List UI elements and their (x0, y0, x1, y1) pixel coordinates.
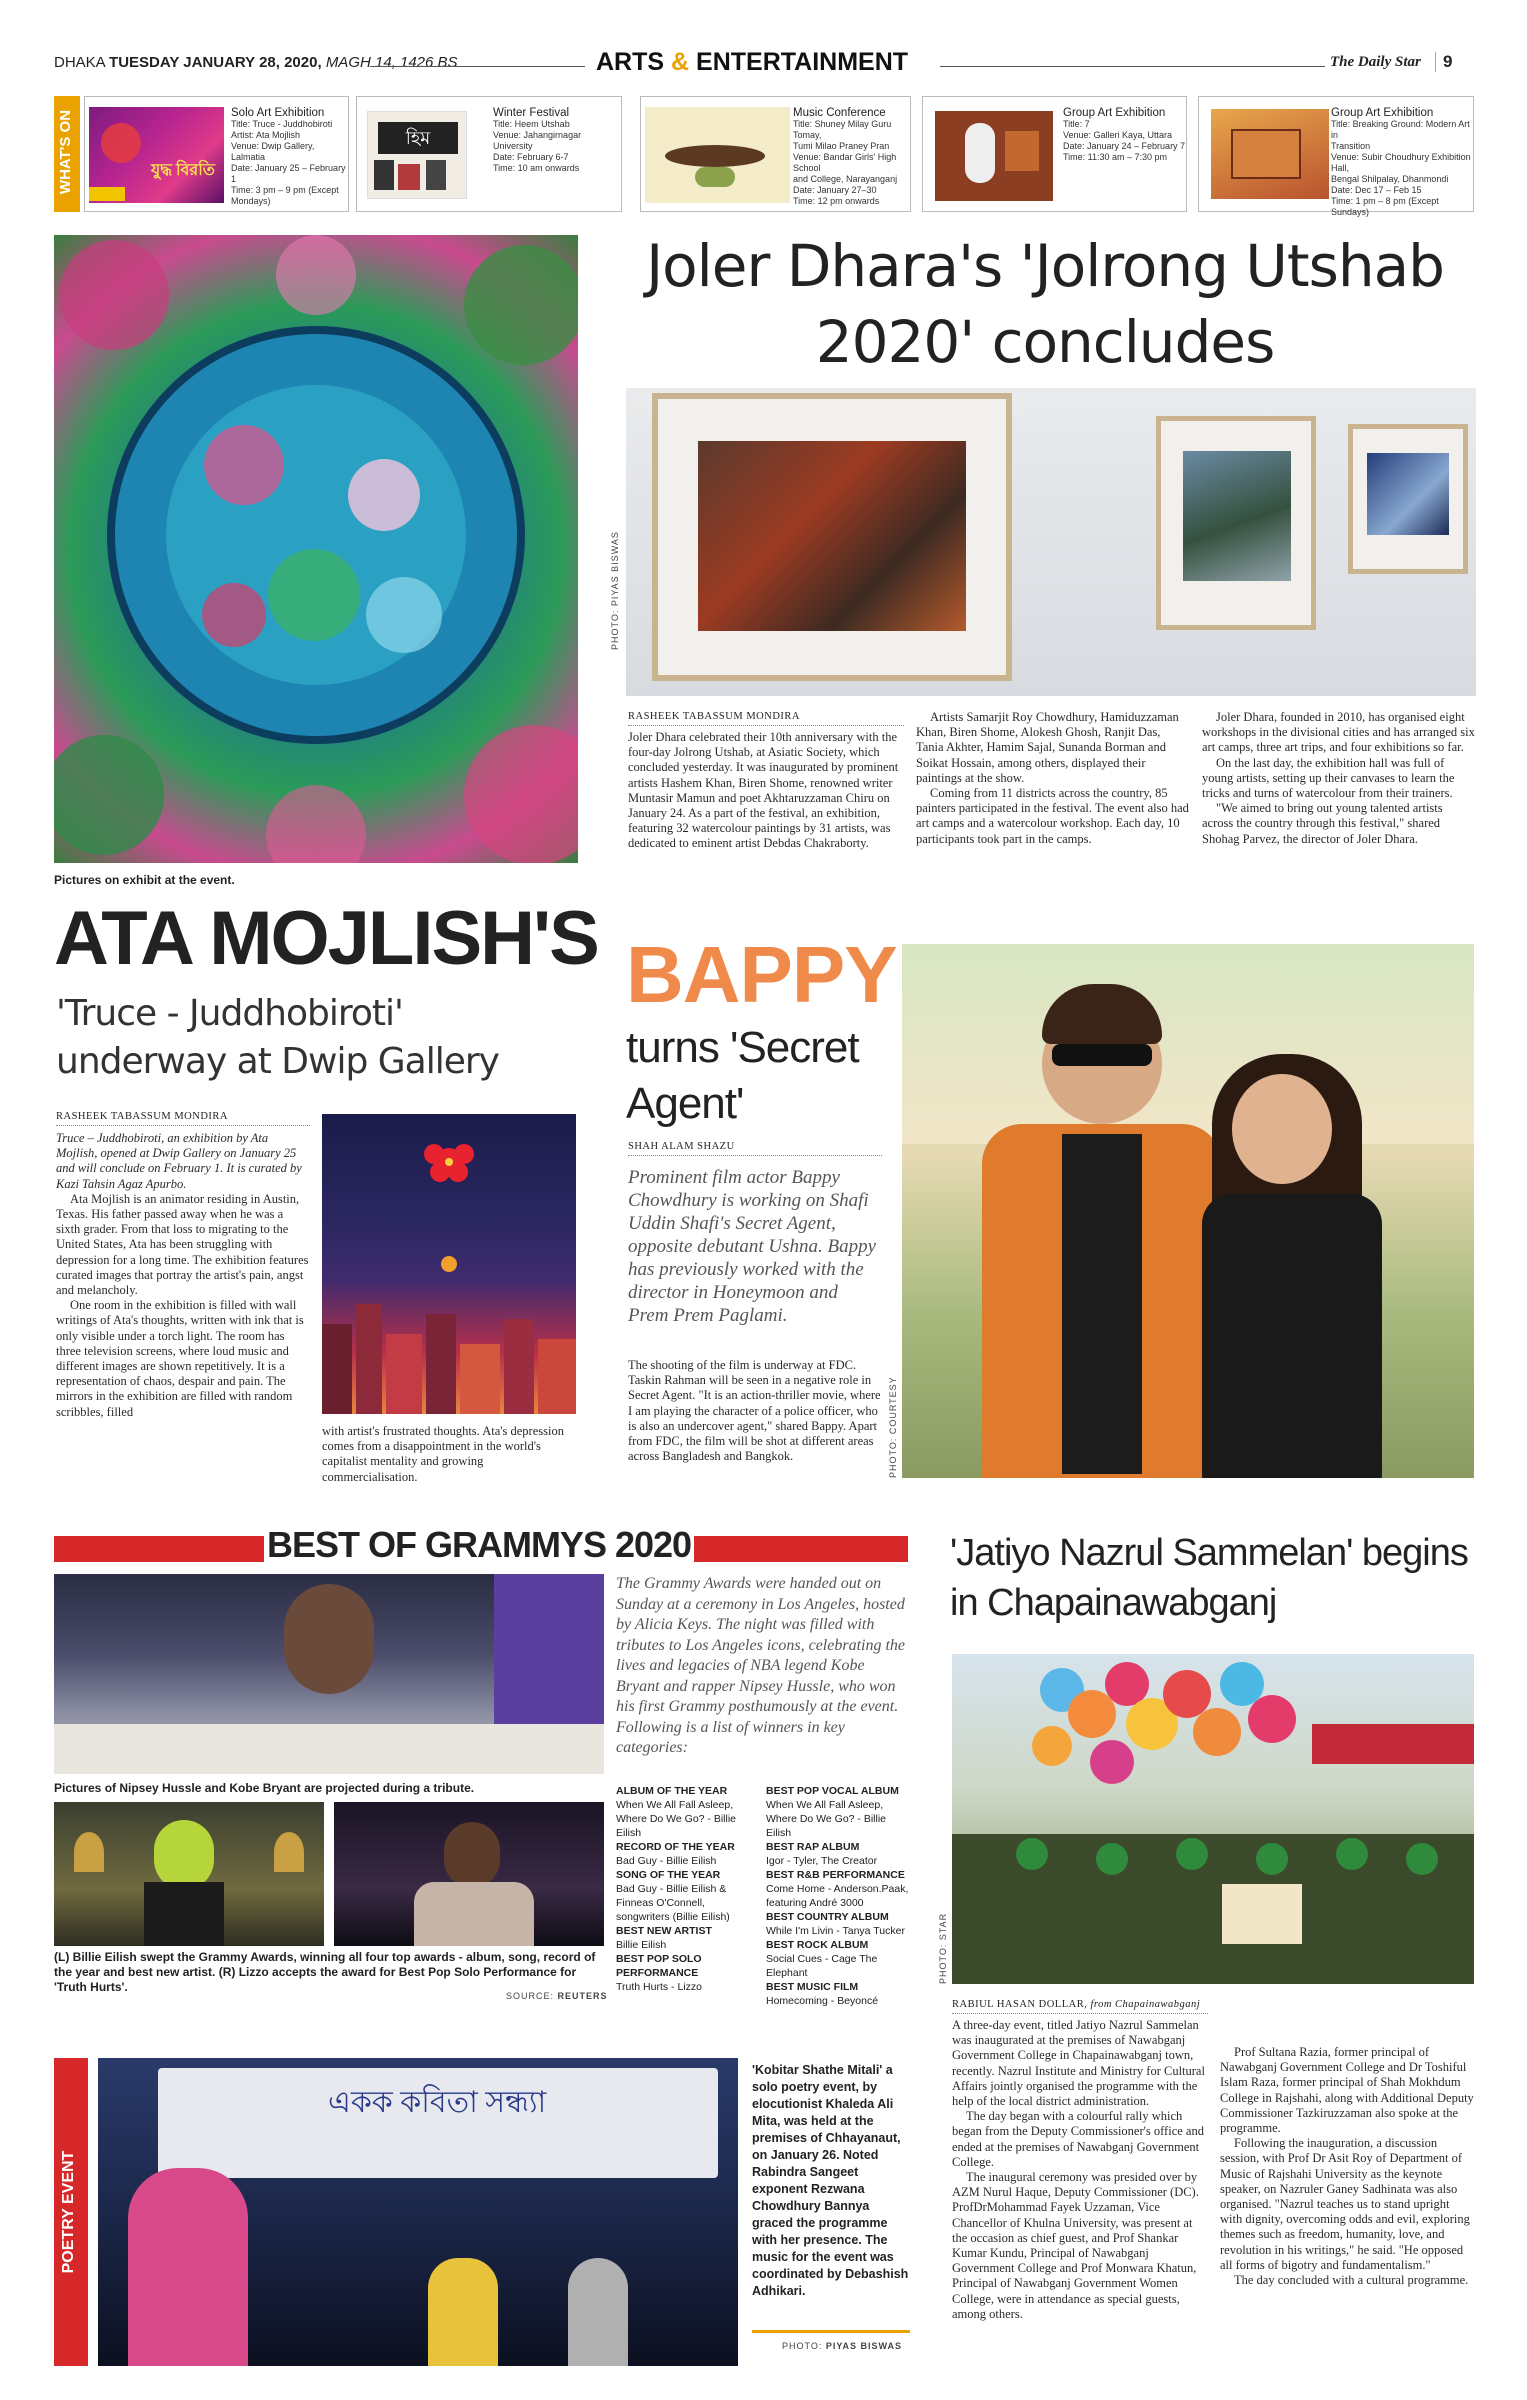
award-winner: Igor - Tyler, The Creator (766, 1855, 878, 1867)
grammys-caption-1: Pictures of Nipsey Hussle and Kobe Bryant are projected during a tribute. (54, 1781, 475, 1795)
whats-on-info-1 (231, 107, 349, 207)
event-line: and College, Narayanganj (793, 174, 898, 184)
lizzo-photo (334, 1802, 604, 1946)
thumb-figure (398, 164, 420, 190)
grammys-caption-2: (L) Billie Eilish swept the Grammy Awards, winning all four top awards - album, song, record of the year and best new artist. (R) Lizzo accepts the award for Best Pop Solo Performance for 'Truth Hurts'. (54, 1950, 596, 1994)
thumb-painting (1231, 129, 1301, 179)
kobe-lakers-projection (494, 1574, 604, 1734)
bangla-date: MAGH 14, 1426 BS (325, 54, 458, 71)
header-rule-left (370, 66, 585, 67)
event-line: Date: February 6-7 (493, 152, 569, 162)
nazrul-paragraph: A three-day event, titled Jatiyo Nazrul Sammelan was inaugurated at the premises of Nawabganj Government College in Chapainawabganj town, recently. Nazrul Institute and Ministry for Cultural Affairs jointly organised the programme with the help of the local district administration. (952, 2018, 1205, 2109)
event-title: Winter Festival (493, 107, 570, 119)
event-line: Mondays) (231, 196, 271, 206)
award-winner: Homecoming - Beyoncé (766, 1995, 879, 2007)
event-line: Transition (1331, 141, 1371, 151)
joler-paragraph: "We aimed to bring out young talented artists across the country through this festival," shared Shohag Parvez, the director of Joler Dhara. (1202, 801, 1443, 846)
award-winner: Bad Guy - Billie Eilish (616, 1855, 717, 1867)
event-line: Tumi Milao Praney Pran (793, 141, 890, 151)
bappy-paragraph: The shooting of the film is underway at FDC. Taskin Rahman will be seen in a negative role in Secret Agent. "It is an action-thriller movie, where I am playing the character of a police officer, who is also an undercover agent," shared Bappy. Apart from FDC, the film will be shot at different areas across Bangladesh and Bangkok. (628, 1358, 881, 1464)
thumb-heem-title: হিম (378, 122, 458, 154)
whats-on-card-4[interactable] (922, 96, 1187, 212)
event-line: Title: Shuney Milay Guru Tomay, (793, 119, 892, 140)
thumb-figure (374, 160, 394, 190)
whats-on-card-2[interactable] (356, 96, 622, 212)
thumb-leaf-shape (695, 167, 735, 187)
nazrul-byline-name: RABIUL HASAN DOLLAR, (952, 1999, 1088, 2010)
ata-paragraph: One room in the exhibition is filled with wall writings of Ata's thoughts, written with ink that is only visible under a torch light. The room has three television screens, where loud music and different images are shown repetitively. It is a representation of chaos, despair and pain. The mirrors in the exhibition are filled with random scribbles, filled (56, 1298, 304, 1419)
event-line: Bengal Shilpalay, Dhanmondi (1331, 174, 1449, 184)
ata-subhead-line1: 'Truce - Juddhobiroti' (56, 993, 403, 1034)
award-category: ALBUM OF THE YEAR (616, 1785, 728, 1797)
event-line: Title: Heem Utshab (493, 119, 570, 129)
billie-green-hair (154, 1820, 214, 1890)
ata-red-city-artwork (322, 1114, 576, 1414)
joler-headline-line2: 2020' concludes (815, 308, 1275, 376)
joler-paragraph: On the last day, the exhibition hall was full of young artists, setting up their canvases to learn the tricks and turns of watercolour from their trainers. (1202, 755, 1455, 801)
event-line: Title: 7 (1063, 119, 1090, 129)
award-winner: While I'm Livin - Tanya Tucker (766, 1925, 905, 1937)
bappy-subhead (626, 1020, 859, 1132)
award-category: BEST NEW ARTIST (616, 1925, 712, 1937)
nazrul-paragraph: The day began with a colourful rally which began from the Deputy Commissioner's office and ended at the premises of Nawabganj Government College. (952, 2109, 1204, 2169)
whats-on-info-4 (1063, 107, 1187, 163)
award-winner: When We All Fall Asleep, Where Do We Go? - Billie Eilish (616, 1799, 737, 1839)
stage-banner (158, 2068, 718, 2178)
award-category: BEST POP SOLO PERFORMANCE (616, 1953, 702, 1979)
singer-figure (428, 2258, 498, 2366)
billie-outfit (144, 1882, 224, 1946)
event-line: Venue: Jahangirnagar University (493, 130, 582, 151)
ata-headline: ATA MOJLISH'S (54, 896, 598, 981)
date: TUESDAY JANUARY 28, 2020, (109, 54, 322, 71)
section-arts: ARTS (596, 48, 665, 76)
event-line: Artist: Ata Mojlish (231, 130, 301, 140)
event-line: Venue: Subir Choudhury Exhibition Hall, (1331, 152, 1471, 173)
event-line: Date: January 25 – February 1 (231, 163, 346, 184)
group-art-thumb-2 (1211, 109, 1329, 199)
bappy-photo (902, 944, 1474, 1478)
whats-on-info-2 (493, 107, 621, 174)
joler-paragraph: Joler Dhara celebrated their 10th anniversary with the four-day Jolrong Utshab, at Asiatic Society, which concluded yesterday. It was inaugurated by prominent artists Hashem Khan, Biren Shome, renowned writer Muntasir Mamun and poet Akhtaruzzaman Chiru on January 24. As a part of the festival, an exhibition, featuring 32 watercolour paintings by 31 artists, was dedicated to eminent artist Debdas Chakraborty. (628, 730, 899, 851)
man-sunglasses (1052, 1044, 1152, 1066)
poetry-stage-photo (98, 2058, 738, 2366)
city: DHAKA (54, 54, 105, 71)
section-entertainment: ENTERTAINMENT (696, 48, 909, 76)
music-conference-thumb (645, 107, 790, 203)
floral-pattern (54, 235, 578, 863)
grammys-winners-col-1 (616, 1784, 760, 1994)
balloons-crowd (952, 1654, 1474, 1984)
grammys-red-bar-left (54, 1536, 264, 1562)
masthead-dateline (54, 54, 458, 71)
lizzo-dress (414, 1882, 534, 1946)
poetry-label: POETRY EVENT (60, 2150, 77, 2274)
ata-paragraph: Truce – Juddhobiroti, an exhibition by Ata Mojlish, opened at Dwip Gallery on January 25 and will conclude on February 1. It is curated by Kazi Tahsin Agaz Apurbo. (56, 1131, 302, 1191)
thumb-yellow-tag (89, 187, 125, 201)
event-line: Time: 12 pm onwards (793, 196, 880, 206)
musician-figure (568, 2258, 628, 2366)
award-winner: Truth Hurts - Lizzo (616, 1981, 702, 1993)
nazrul-photo-credit: PHOTO: STAR (938, 1912, 948, 1984)
frame-large (652, 393, 1012, 681)
nazrul-headline (950, 1528, 1468, 1628)
joler-headline-line1: Joler Dhara's 'Jolrong Utshab (646, 232, 1444, 300)
event-line: Venue: Galleri Kaya, Uttara (1063, 130, 1173, 140)
woman-face (1232, 1074, 1332, 1184)
section-title (596, 48, 908, 77)
ata-paragraph: Ata Mojlish is an animator residing in Austin, Texas. His father passed away when he was a sixth grader. From that loss to migrating to the United States, Ata has been struggling with depression for a long time. The exhibition features curated images that portray the artist's pain, angst and melancholy. (56, 1191, 309, 1298)
page-divider (1435, 52, 1436, 72)
event-line: Venue: Dwip Gallery, Lalmatia (231, 141, 315, 162)
thumb-bangla-title: যুদ্ধ বিরতি (151, 162, 215, 179)
nazrul-headline-line2: in Chapainawabganj (950, 1582, 1277, 1624)
award-category: BEST R&B PERFORMANCE (766, 1869, 905, 1881)
joler-paragraph: Joler Dhara, founded in 2010, has organised eight workshops in the divisional cities and has arranged six art camps, three art trips, and four exhibitions so far. (1202, 710, 1475, 755)
reciter-figure (128, 2168, 248, 2366)
event-line: Date: January 27–30 (793, 185, 877, 195)
bappy-photo-credit: PHOTO: COURTESY (888, 1376, 898, 1478)
man-black-shirt (1062, 1134, 1142, 1474)
grammy-trophy-icon (274, 1832, 304, 1872)
event-title: Solo Art Exhibition (231, 107, 325, 119)
ata-col-2 (322, 1424, 576, 1485)
joler-photo-credit: PHOTO: PIYAS BISWAS (610, 531, 620, 650)
thumb-sitar-shape (665, 145, 765, 167)
event-title: Group Art Exhibition (1331, 107, 1434, 119)
nazrul-col-2 (1220, 2045, 1474, 2288)
section-amp: & (671, 48, 690, 76)
nazrul-rally-photo (952, 1654, 1474, 1984)
lizzo-head (444, 1822, 500, 1888)
event-line: Time: 1 pm – 8 pm (Except Sundays) (1331, 196, 1439, 217)
red-flower-art (322, 1114, 576, 1414)
nazrul-paragraph: Following the inauguration, a discussion session, with Prof Dr Asit Roy of Department of Music of Rajshahi University as the keynote speaker, on Nazruler Ganey Sadhinata was also organised. "Nazrul teaches us to stand upright with dignity, overcoming odds and evil, exploring themes such as freedom, humanity, love, and revolution in his writings," he said. "He opposed all forms of bigotry and fundamentalism." (1220, 2136, 1470, 2272)
group-art-thumb (935, 111, 1053, 201)
event-line: Date: January 24 – February 7 (1063, 141, 1186, 151)
ata-col-1 (56, 1131, 310, 1420)
award-winner: Bad Guy - Billie Eilish & Finneas O'Connell, songwriters (Billie Eilish) (616, 1883, 730, 1923)
joler-headline (610, 228, 1480, 380)
nazrul-col-1 (952, 2018, 1208, 2322)
paper-logo: The Daily Star (1330, 54, 1421, 70)
nazrul-paragraph: The inaugural ceremony was presided over by AZM Nurul Haque, Deputy Commissioner (DC). ProfDrMohammad Fayek Uzzaman, Vice Chancellor of Khulna University, was present at the occasion as chief guest, and Prof Shankar Kumar Kundu, Principal of Nawabganj Government College and Prof Monwara Khatun, Principal of Nawabganj Government Women College, were in attendance as special guests, among others. (952, 2170, 1199, 2321)
grammy-trophy-icon (74, 1832, 104, 1872)
joler-col-3 (1202, 710, 1476, 847)
ata-byline: RASHEEK TABASSUM MONDIRA (56, 1111, 310, 1126)
event-line: Time: 10 am onwards (493, 163, 580, 173)
nazrul-paragraph: Prof Sultana Razia, former principal of Nawabganj Government College and Dr Toshiful Islam Raza, former principal of Shah Mokhdum College in Rajshahi, along with Additional Deputy Commissioner Tazkiruzzaman also spoke at the programme. (1220, 2045, 1474, 2136)
poetry-caption: 'Kobitar Shathe Mitali' a solo poetry event, by elocutionist Khaleda Ali Mita, was held at the premises of Chhayanaut, on January 26. Noted Rabindra Sangeet exponent Rezwana Chowdhury Bannya graced the programme with her presence. The music for the event was coordinated by Debashish Adhikari. (752, 2063, 909, 2298)
grammys-tribute-photo (54, 1574, 604, 1774)
bappy-intro: Prominent film actor Bappy Chowdhury is working on Shafi Uddin Shafi's Secret Agent, opposite debutant Ushna. Bappy has previously worked with the director in Honeymoon and Prem Prem Paglami. (628, 1167, 877, 1326)
bappy-headline: BAPPY (626, 930, 897, 1019)
billie-eilish-photo (54, 1802, 324, 1946)
banner-title: একক কবিতা সন্ধ্যা (328, 2086, 547, 2119)
painting-blue (1367, 453, 1449, 535)
thumb-block (1005, 131, 1039, 171)
frame-small (1348, 424, 1468, 574)
source-name: REUTERS (557, 1991, 608, 2001)
joler-byline: RASHEEK TABASSUM MONDIRA (628, 711, 904, 726)
whats-on-label: WHAT'S ON (57, 109, 74, 195)
frame-medium (1156, 416, 1316, 630)
nazrul-byline (952, 1999, 1208, 2014)
photo-bg-foliage (902, 944, 1474, 1144)
painting-landscape (1183, 451, 1291, 581)
award-category: BEST ROCK ALBUM (766, 1939, 869, 1951)
joler-col-1 (628, 730, 904, 852)
bappy-byline: SHAH ALAM SHAZU (628, 1141, 882, 1156)
joler-gallery-photo (626, 388, 1476, 696)
thumb-figure-white (965, 123, 995, 183)
award-category: BEST MUSIC FILM (766, 1981, 859, 1993)
event-line: Title: Truce - Juddhobiroti (231, 119, 333, 129)
grammys-intro: The Grammy Awards were handed out on Sunday at a ceremony in Los Angeles, hosted by Alicia Keys. The night was filled with tributes to Los Angeles icons, celebrating the lives and legacies of NBA legend Kobe Bryant and rapper Nipsey Hussle, who won his first Grammy posthumously at the event. Following is a list of winners in key categories: (616, 1575, 906, 1756)
award-winner: Come Home - Anderson.Paak, featuring André 3000 (766, 1883, 909, 1909)
ata-paragraph: with artist's frustrated thoughts. Ata's depression comes from a disappointment in the world's capitalist mentality and growing commercialisation. (322, 1424, 564, 1484)
source-label: SOURCE: (506, 1991, 555, 2001)
grammys-red-bar-right (694, 1536, 908, 1562)
joler-col-2 (916, 710, 1190, 847)
nazrul-headline-line1: 'Jatiyo Nazrul Sammelan' begins (950, 1532, 1468, 1574)
bappy-subhead-line1: turns 'Secret (626, 1023, 859, 1072)
photo-credit-label: PHOTO: (782, 2341, 823, 2351)
event-line: Time: 11:30 am – 7:30 pm (1063, 152, 1168, 162)
thumb-figure (426, 160, 446, 190)
nazrul-paragraph: The day concluded with a cultural programme. (1234, 2273, 1469, 2288)
bappy-subhead-line2: Agent' (626, 1079, 744, 1128)
nazrul-byline-from: from Chapainawabganj (1090, 1999, 1201, 2010)
grammys-winners-col-2 (766, 1784, 910, 2008)
whats-on-info-5 (1331, 107, 1475, 218)
winter-festival-thumb (367, 111, 467, 199)
event-line: Title: Breaking Ground: Modern Art in (1331, 119, 1470, 140)
stage-performers (54, 1724, 604, 1774)
event-line: Time: 3 pm – 9 pm (Except (231, 185, 339, 195)
page-number: 9 (1443, 52, 1453, 71)
ata-floral-artwork (54, 235, 578, 863)
woman-black-dress (1202, 1194, 1382, 1478)
award-winner: Social Cues - Cage The Elephant (766, 1953, 878, 1979)
award-category: BEST RAP ALBUM (766, 1841, 860, 1853)
nipsey-projection (284, 1584, 374, 1694)
event-line: Venue: Bandar Girls' High School (793, 152, 897, 173)
poetry-label-bg (54, 2058, 88, 2366)
award-category: BEST COUNTRY ALBUM (766, 1911, 889, 1923)
award-winner: Billie Eilish (616, 1939, 667, 1951)
whats-on-info-3 (793, 107, 911, 207)
event-title: Group Art Exhibition (1063, 107, 1166, 119)
joler-paragraph: Coming from 11 districts across the country, 85 painters participated in the festival. The event also had art camps and a watercolour workshop. Each day, 10 participants took part in the camps. (916, 786, 1189, 846)
joler-paragraph: Artists Samarjit Roy Chowdhury, Hamiduzzaman Khan, Biren Shome, Alokesh Ghosh, Ranjit Das, Tania Akhter, Hamim Sajal, Sunanda Borman and Soikat Hossain, among others, displayed their paintings at the show. (916, 710, 1179, 785)
whats-on-card-3[interactable] (640, 96, 911, 212)
award-category: RECORD OF THE YEAR (616, 1841, 735, 1853)
whats-on-card-1[interactable] (84, 96, 349, 212)
whats-on-label-bg (54, 96, 80, 212)
painting-bicycle (698, 441, 966, 631)
award-winner: When We All Fall Asleep, Where Do We Go? - Billie Eilish (766, 1799, 887, 1839)
bappy-body (628, 1358, 882, 1464)
grammys-source (506, 1991, 608, 2001)
event-line: Date: Dec 17 – Feb 15 (1331, 185, 1422, 195)
poetry-accent-rule (752, 2330, 910, 2333)
ata-subhead-line2: underway at Dwip Gallery (56, 1041, 499, 1082)
event-title: Music Conference (793, 107, 886, 119)
award-category: BEST POP VOCAL ALBUM (766, 1785, 899, 1797)
award-category: SONG OF THE YEAR (616, 1869, 721, 1881)
thumb-flower-shape (101, 123, 141, 163)
photo-credit-name: PIYAS BISWAS (825, 2341, 903, 2351)
grammys-headline: BEST OF GRAMMYS 2020 (266, 1524, 692, 1565)
poetry-photo-credit (782, 2341, 902, 2351)
solo-art-thumb (89, 107, 224, 203)
whats-on-card-5[interactable] (1198, 96, 1474, 217)
ata-image-caption: Pictures on exhibit at the event. (54, 873, 235, 887)
header-rule-right (940, 66, 1325, 67)
ata-subhead (56, 990, 499, 1086)
